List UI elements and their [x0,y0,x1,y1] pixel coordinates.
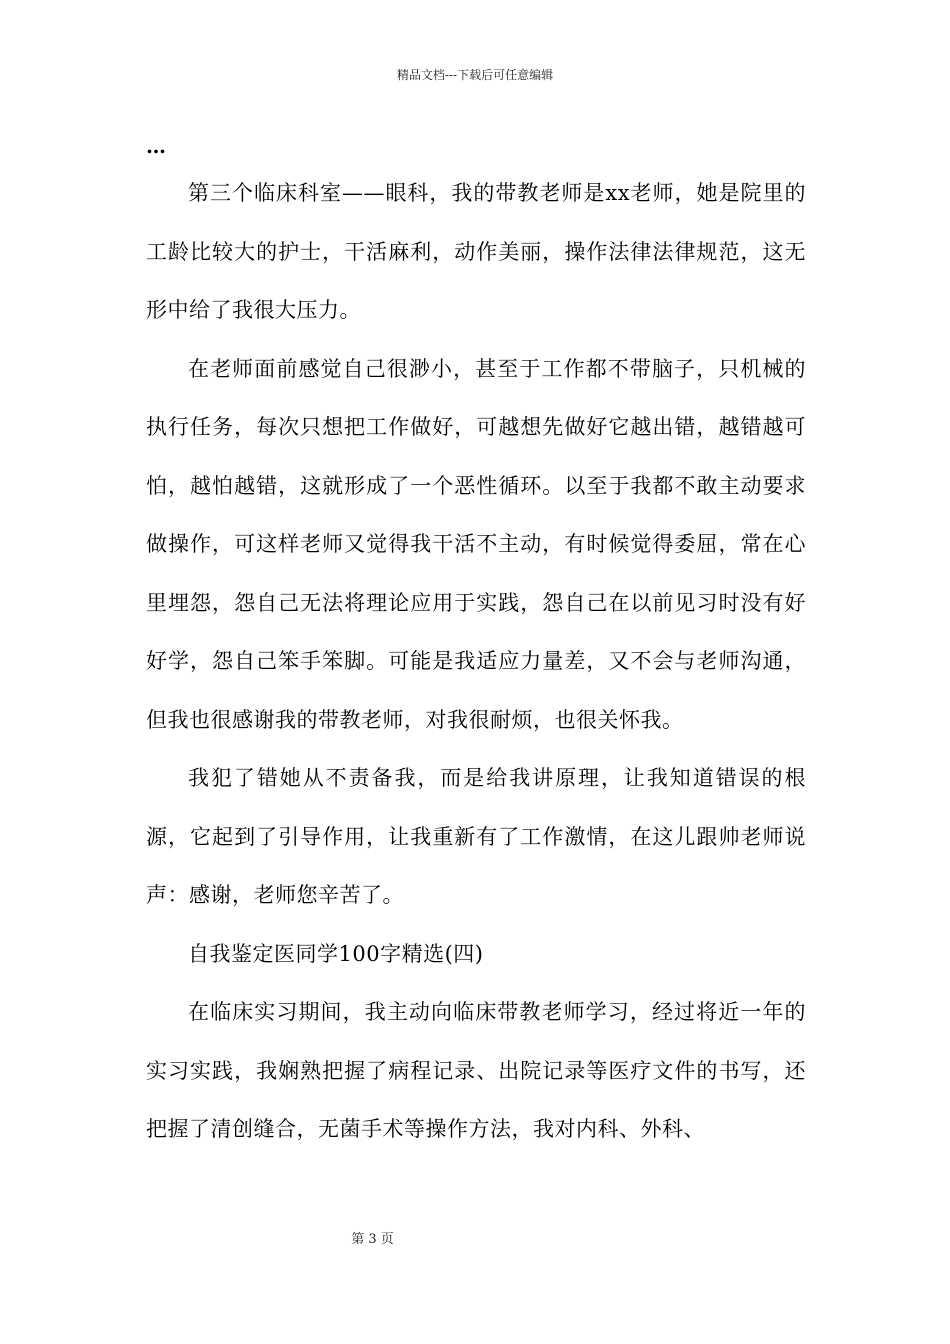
paragraph-feelings: 在老师面前感觉自己很渺小，甚至于工作都不带脑子，只机械的执行任务，每次只想把工作做好，可越想先做好它越出错，越错越可怕，越怕越错，这就形成了一个恶性循环。以至于我都不敢主动要求做操作，可这样老师又觉得我干活不主动，有时候觉得委屈，常在心里埋怨，怨自己无法将理论应用于实践，怨自己在以前见习时没有好好学，怨自己笨手笨脚。可能是我适应力量差，又不会与老师沟通，但我也很感谢我的带教老师，对我很耐烦，也很关怀我。 [146,356,806,732]
page-header: 精品文档---下载后可任意编辑 [396,68,554,82]
section-heading: 自我鉴定医同学100字精选(四) [188,941,484,966]
page-number: 第 3 页 [351,1232,394,1247]
paragraph-internship: 在临床实习期间，我主动向临床带教老师学习，经过将近一年的实习实践，我娴熟把握了病程记录、出院记录等医疗文件的书写，还把握了清创缝合，无菌手术等操作方法，我对内科、外科、 [146,1000,806,1141]
document-body [146,128,806,1159]
paragraph-ophthalmology: 第三个临床科室——眼科，我的带教老师是xx老师，她是院里的工龄比较大的护士，干活麻利，动作美丽，操作法律法律规范，这无形中给了我很大压力。 [146,181,806,322]
paragraph-gratitude: 我犯了错她从不责备我，而是给我讲原理，让我知道错误的根源，它起到了引导作用，让我重新有了工作激情，在这儿跟帅老师说声：感谢，老师您辛苦了。 [146,766,806,907]
continuation-ellipsis: … [146,134,167,158]
